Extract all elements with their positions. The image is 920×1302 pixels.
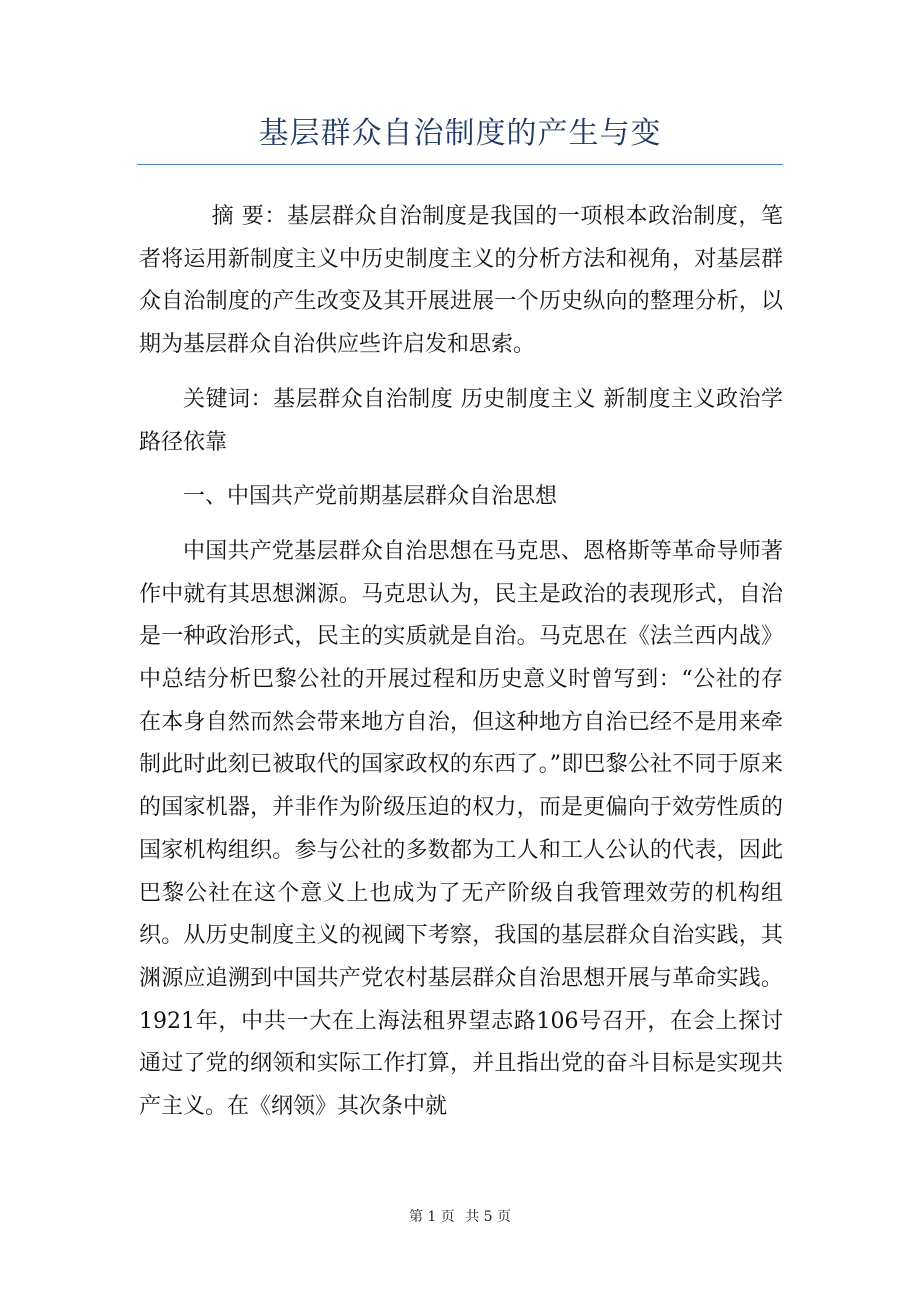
document-title: 基层群众自治制度的产生与变 (258, 116, 662, 151)
page-number: 第 1 页 (408, 1209, 455, 1225)
page-footer (0, 1207, 920, 1227)
page-total: 共 5 页 (465, 1209, 512, 1225)
abstract-paragraph: 摘 要：基层群众自治制度是我国的一项根本政治制度，笔者将运用新制度主义中历史制度主义的分析方法和视角，对基层群众自治制度的产生改变及其开展进展一个历史纵向的整理分析，以期为基层群众自治供应些许启发和思索。 (139, 204, 783, 358)
title-divider (137, 164, 783, 165)
document-body (139, 196, 783, 1129)
section-heading: 一、中国共产党前期基层群众自治思想 (183, 484, 558, 510)
body-paragraph: 中国共产党基层群众自治思想在马克思、恩格斯等革命导师著作中就有其思想渊源。马克思认为，民主是政治的表现形式，自治是一种政治形式，民主的实质就是自治。马克思在《法兰西内战》中总结分析巴黎公社的开展过程和历史意义时曾写到：“公社的存在本身自然而然会带来地方自治，但这种地方自治已经不是用来牵制此时此刻已被取代的国家政权的东西了。”即巴黎公社不同于原来的国家机器，并非作为阶级压迫的权力，而是更偏向于效劳性质的国家机构组织。参与公社的多数都为工人和工人公认的代表，因此巴黎公社在这个意义上也成为了无产阶级自我管理效劳的机构组织。从历史制度主义的视阈下考察，我国的基层群众自治实践，其渊源应追溯到中国共产党农村基层群众自治思想开展与革命实践。1921年，中共一大在上海法租界望志路106号召开，在会上探讨通过了党的纲领和实际工作打算，并且指出党的奋斗目标是实现共产主义。在《纲领》其次条中就 (139, 538, 783, 1120)
keywords-paragraph: 关键词：基层群众自治制度 历史制度主义 新制度主义政治学 路径依靠 (139, 386, 783, 455)
